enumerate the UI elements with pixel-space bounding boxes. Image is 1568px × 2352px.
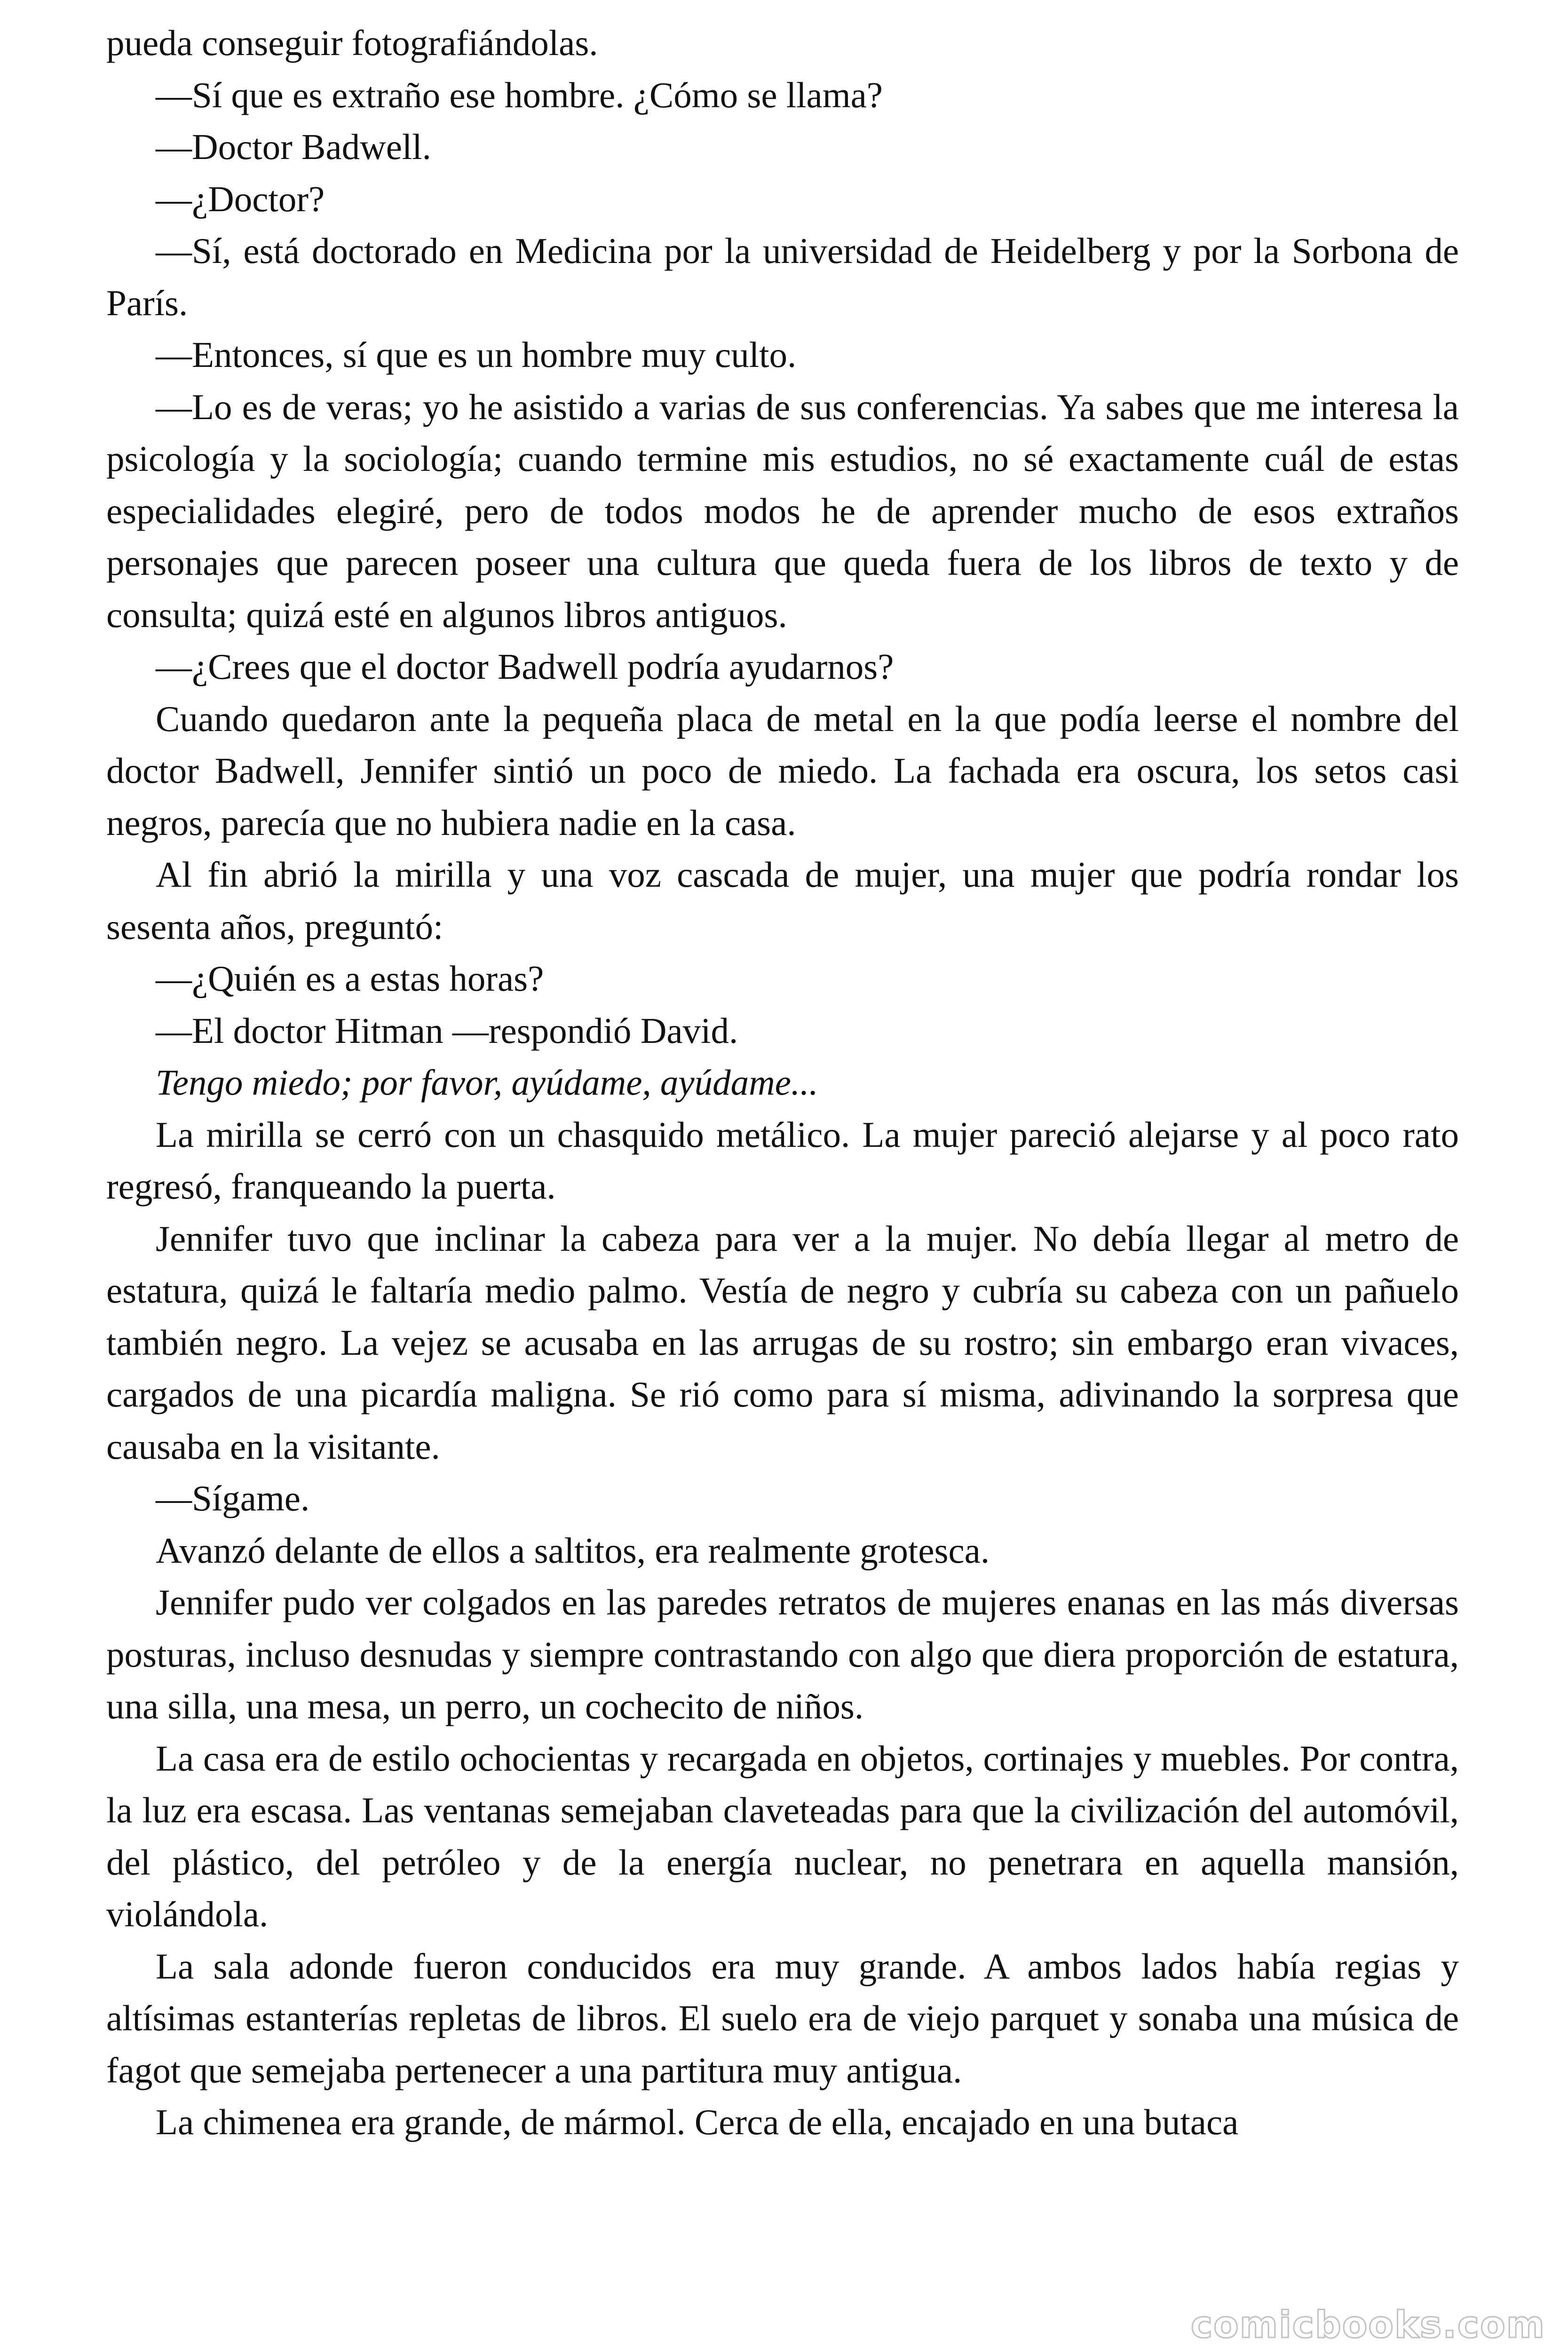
paragraph: —Sígame. — [156, 1478, 310, 1518]
paragraph: Al fin abrió la mirilla y una voz cascada de mujer, una mujer que podría rondar los sesenta años, preguntó: — [106, 854, 1459, 947]
italic-paragraph: Tengo miedo; por favor, ayúdame, ayúdame... — [156, 1062, 818, 1103]
paragraph: La chimenea era grande, de mármol. Cerca de ella, encajado en una butaca — [156, 2102, 1239, 2142]
paragraph: —Sí que es extraño ese hombre. ¿Cómo se llama? — [156, 74, 883, 115]
paragraph: —Doctor Badwell. — [156, 127, 431, 167]
paragraph: —¿Quién es a estas horas? — [156, 958, 544, 999]
paragraph: Jennifer pudo ver colgados en las paredes retratos de mujeres enanas en las más diversas posturas, incluso desnudas y siempre contrastando con algo que diera proporción de estatura, una silla, una mesa, un perro, un cochecito de niños. — [106, 1582, 1459, 1726]
paragraph: —Lo es de veras; yo he asistido a varias de sus conferencias. Ya sabes que me interesa la psicología y la sociología; cuando termine mis estudios, no sé exactamente cuál de estas especialidades elegiré, pero de todos modos he de aprender mucho de esos extraños personajes que parecen poseer una cultura que queda fuera de los libros de texto y de consulta; quizá esté en algunos libros antiguos. — [106, 386, 1459, 635]
page-text — [106, 17, 1459, 2148]
paragraph: La mirilla se cerró con un chasquido metálico. La mujer pareció alejarse y al poco rato regresó, franqueando la puerta. — [106, 1114, 1459, 1207]
paragraph: La casa era de estilo ochocientas y recargada en objetos, cortinajes y muebles. Por contra, la luz era escasa. Las ventanas semejaban claveteadas para que la civilización del automóvil, del plástico, del petróleo y de la energía nuclear, no penetrara en aquella mansión, violándola. — [106, 1738, 1459, 1934]
paragraph: pueda conseguir fotografiándolas. — [106, 23, 598, 63]
paragraph: —¿Crees que el doctor Badwell podría ayudarnos? — [156, 646, 894, 687]
paragraph: Jennifer tuvo que inclinar la cabeza para ver a la mujer. No debía llegar al metro de estatura, quizá le faltaría medio palmo. Vestía de negro y cubría su cabeza con un pañuelo también negro. La vejez se acusaba en las arrugas de su rostro; sin embargo eran vivaces, cargados de una picardía maligna. Se rió como para sí misma, adivinando la sorpresa que causaba en la visitante. — [106, 1218, 1459, 1467]
paragraph: La sala adonde fueron conducidos era muy grande. A ambos lados había regias y altísimas estanterías repletas de libros. El suelo era de viejo parquet y sonaba una música de fagot que semejaba pertenecer a una partitura muy antigua. — [106, 1946, 1459, 2090]
paragraph: —Entonces, sí que es un hombre muy culto. — [156, 334, 797, 375]
watermark: comicbooks.com — [1190, 2304, 1545, 2346]
paragraph: Cuando quedaron ante la pequeña placa de metal en la que podía leerse el nombre del doctor Badwell, Jennifer sintió un poco de miedo. La fachada era oscura, los setos casi negros, parecía que no hubiera nadie en la casa. — [106, 698, 1459, 843]
paragraph: —Sí, está doctorado en Medicina por la universidad de Heidelberg y por la Sorbona de París. — [106, 230, 1459, 323]
paragraph: Avanzó delante de ellos a saltitos, era realmente grotesca. — [156, 1530, 990, 1571]
paragraph: —El doctor Hitman —respondió David. — [156, 1010, 738, 1051]
paragraph: —¿Doctor? — [156, 178, 325, 219]
